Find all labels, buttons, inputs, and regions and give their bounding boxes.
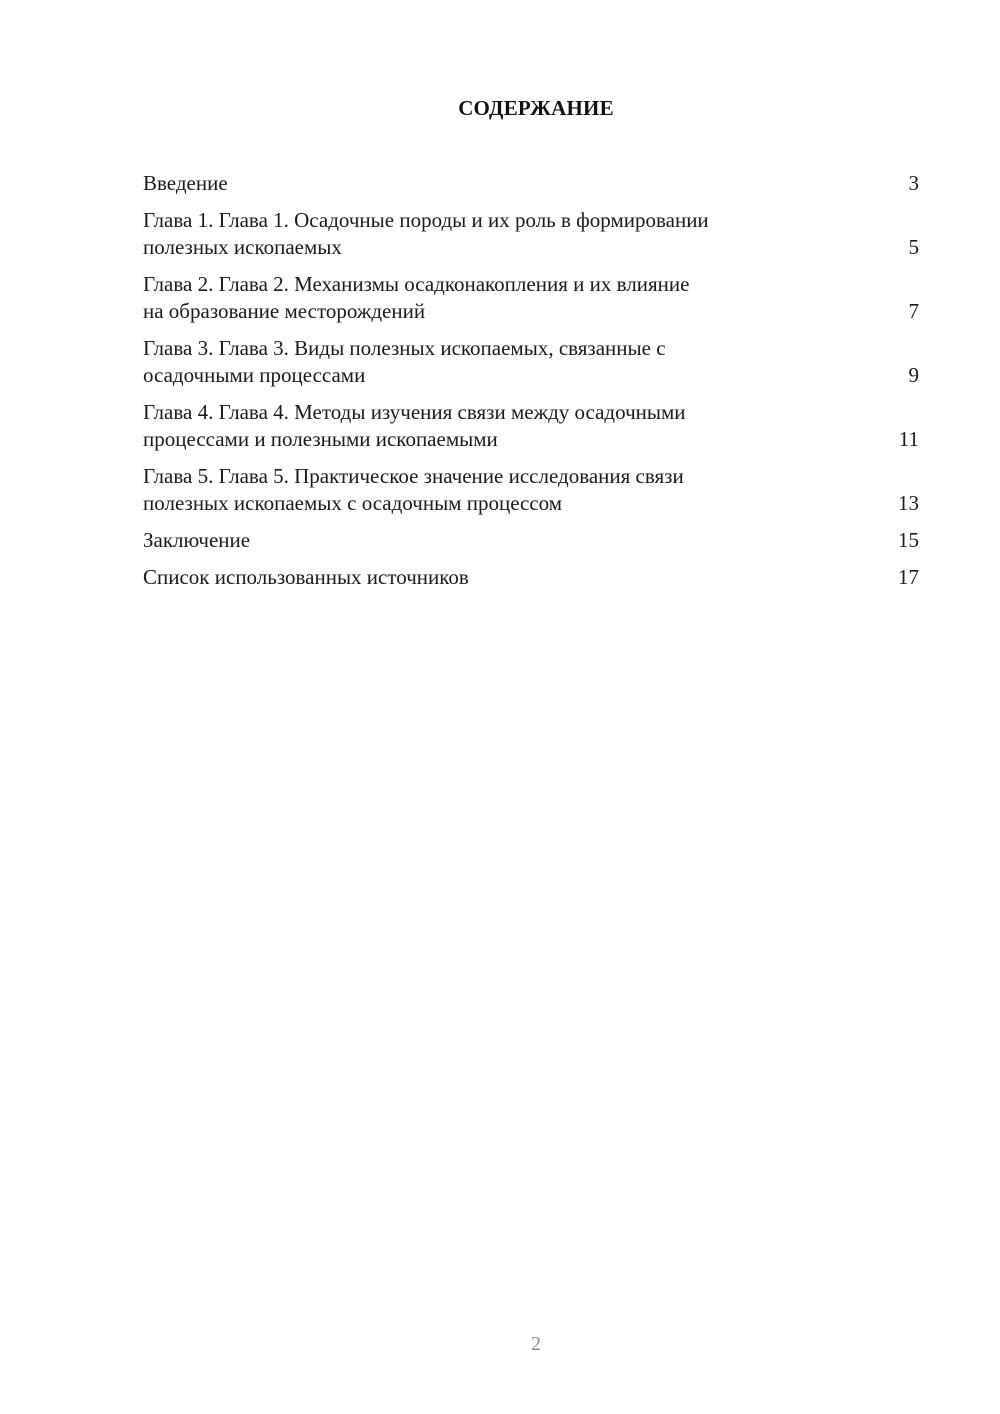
page-title: СОДЕРЖАНИЕ — [458, 96, 614, 120]
toc-page-number: 7 — [908, 299, 919, 323]
table-of-contents — [143, 170, 919, 601]
toc-page-number: 9 — [908, 363, 919, 387]
toc-entry-text: Список использованных источников — [143, 565, 469, 589]
toc-page-number: 11 — [898, 427, 919, 451]
toc-entry-chapter-1[interactable] — [143, 207, 919, 261]
toc-page-number: 3 — [908, 171, 919, 195]
toc-entry-chapter-3[interactable] — [143, 335, 919, 389]
toc-entry-text: процессами и полезными ископаемыми — [143, 427, 498, 451]
toc-entry-text: Заключение — [143, 528, 251, 552]
toc-entry-introduction[interactable] — [143, 170, 919, 197]
toc-entry-conclusion[interactable] — [143, 527, 919, 554]
toc-entry-text: Глава 1. Глава 1. Осадочные породы и их роль в формировании — [143, 208, 709, 232]
toc-entry-text: Глава 2. Глава 2. Механизмы осадконакопления и их влияние — [143, 272, 690, 296]
toc-entry-text: осадочными процессами — [143, 363, 366, 387]
toc-entry-text: полезных ископаемых — [143, 235, 342, 259]
toc-page-number: 13 — [898, 491, 919, 515]
toc-entry-references[interactable] — [143, 564, 919, 591]
toc-entry-text: на образование месторождений — [143, 299, 426, 323]
toc-page-number: 15 — [898, 528, 919, 552]
toc-entry-text: полезных ископаемых с осадочным процессом — [143, 491, 563, 515]
toc-entry-text: Глава 4. Глава 4. Методы изучения связи между осадочными — [143, 400, 686, 424]
toc-entry-text: Введение — [143, 171, 228, 195]
toc-entry-chapter-2[interactable] — [143, 271, 919, 325]
toc-entry-chapter-5[interactable] — [143, 463, 919, 517]
toc-page-number: 17 — [898, 565, 919, 589]
toc-entry-text: Глава 3. Глава 3. Виды полезных ископаемых, связанные с — [143, 336, 666, 360]
toc-entry-text: Глава 5. Глава 5. Практическое значение исследования связи — [143, 464, 684, 488]
toc-page-number: 5 — [908, 235, 919, 259]
page-number: 2 — [531, 1333, 541, 1355]
toc-entry-chapter-4[interactable] — [143, 399, 919, 453]
